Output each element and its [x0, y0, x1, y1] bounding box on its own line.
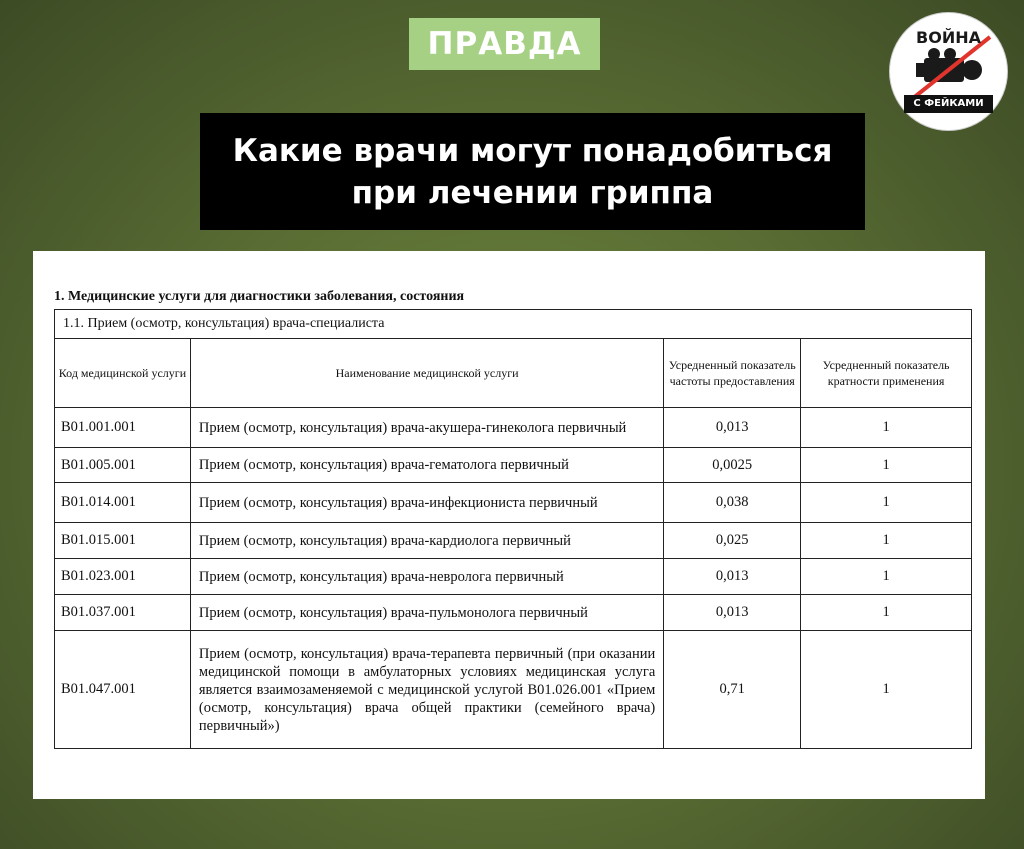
cell-name: Прием (осмотр, консультация) врача-кардиолога первичный	[190, 523, 663, 559]
cell-name: Прием (осмотр, консультация) врача-пульмонолога первичный	[190, 595, 663, 631]
cell-multiplicity: 1	[801, 559, 972, 595]
cell-name: Прием (осмотр, консультация) врача-акушера-гинеколога первичный	[190, 408, 663, 448]
cell-frequency: 0,013	[664, 408, 801, 448]
cell-multiplicity: 1	[801, 631, 972, 749]
cell-code: B01.015.001	[55, 523, 191, 559]
cell-code: B01.047.001	[55, 631, 191, 749]
table-header	[55, 339, 972, 408]
table-row	[55, 631, 972, 749]
cell-frequency: 0,025	[664, 523, 801, 559]
cell-multiplicity: 1	[801, 523, 972, 559]
subsection-row	[55, 310, 972, 339]
cell-frequency: 0,71	[664, 631, 801, 749]
headline-line-2: при лечении гриппа	[351, 174, 714, 211]
header-frequency: Усредненный показатель частоты предоставления	[664, 339, 801, 408]
table-row	[55, 483, 972, 523]
cell-frequency: 0,0025	[664, 448, 801, 483]
logo-text-top: ВОЙНА	[916, 28, 981, 47]
cell-code: B01.037.001	[55, 595, 191, 631]
logo-text-bottom: С ФЕЙКАМИ	[904, 95, 993, 113]
cell-name: Прием (осмотр, консультация) врача-невролога первичный	[190, 559, 663, 595]
verdict-badge: ПРАВДА	[409, 18, 600, 70]
header-multiplicity: Усредненный показатель кратности применения	[801, 339, 972, 408]
cell-name: Прием (осмотр, консультация) врача-гематолога первичный	[190, 448, 663, 483]
table-row	[55, 595, 972, 631]
cell-multiplicity: 1	[801, 483, 972, 523]
cell-multiplicity: 1	[801, 448, 972, 483]
subsection-title: 1.1. Прием (осмотр, консультация) врача-специалиста	[55, 310, 972, 339]
headline-line-1: Какие врачи могут понадобиться	[232, 132, 833, 169]
table-row	[55, 448, 972, 483]
table-row	[55, 408, 972, 448]
document-scan	[33, 251, 985, 799]
cell-name: Прием (осмотр, консультация) врача-инфекциониста первичный	[190, 483, 663, 523]
cell-code: B01.005.001	[55, 448, 191, 483]
cell-frequency: 0,013	[664, 559, 801, 595]
cell-name: Прием (осмотр, консультация) врача-терапевта первичный (при оказании медицинской помощи в амбулаторных условиях медицинская услуга является взаимозаменяемой с медицинской услугой B01.026.001 «Прием (осмотр, консультация) врача общей практики (семейного врача) первичный»)	[190, 631, 663, 749]
services-table	[54, 309, 972, 749]
header-name: Наименование медицинской услуги	[190, 339, 663, 408]
cell-code: B01.014.001	[55, 483, 191, 523]
cell-multiplicity: 1	[801, 408, 972, 448]
table-row	[55, 523, 972, 559]
table-row	[55, 559, 972, 595]
war-on-fakes-logo	[890, 13, 1007, 130]
headline-box	[200, 113, 865, 230]
header-code: Код медицинской услуги	[55, 339, 191, 408]
cell-frequency: 0,013	[664, 595, 801, 631]
section-title: 1. Медицинские услуги для диагностики заболевания, состояния	[54, 289, 465, 304]
cell-code: B01.023.001	[55, 559, 191, 595]
cell-code: B01.001.001	[55, 408, 191, 448]
cell-multiplicity: 1	[801, 595, 972, 631]
cell-frequency: 0,038	[664, 483, 801, 523]
